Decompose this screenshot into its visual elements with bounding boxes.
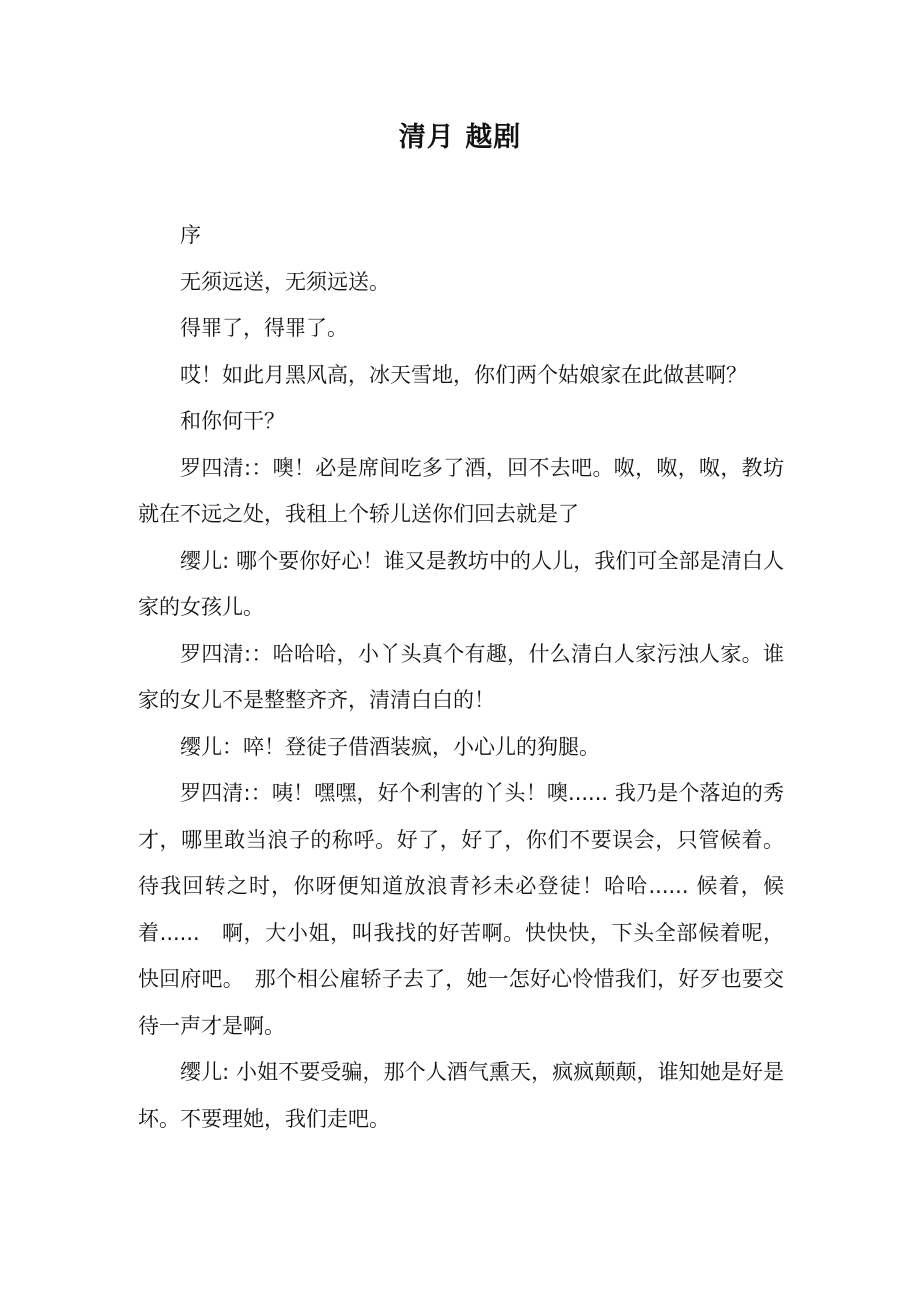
paragraph: 缨儿：啐！登徒子借酒装疯，小心儿的狗腿。	[180, 734, 600, 759]
paragraph-preface: 序	[180, 223, 201, 247]
document-title: 清月 越剧	[398, 122, 522, 153]
paragraph: 哎！如此月黑风高，冰天雪地，你们两个姑娘家在此做甚啊？	[180, 362, 747, 387]
paragraph: 得罪了，得罪了。	[180, 316, 348, 340]
paragraph: 缨儿: 哪个要你好心！谁又是教坊中的人儿，我们可全部是清白人家的女孩儿。	[138, 548, 784, 619]
paragraph: 缨儿: 小姐不要受骗，那个人酒气熏天，疯疯颠颠，谁知她是好是坏。不要理她，我们走吧。	[138, 1060, 784, 1131]
document-body	[138, 212, 784, 1142]
paragraph: 和你何干？	[180, 409, 285, 433]
paragraph: 无须远送，无须远送。	[180, 269, 390, 294]
paragraph: 罗四清:：咦！嘿嘿，好个利害的丫头！噢...... 我乃是个落迫的秀才，哪里敢当浪子的称呼。好了，好了，你们不要误会，只管候着。待我回转之时，你呀便知道放浪青衫未必登徒！哈哈...... 候着，候着...... 啊，大小姐，叫我找的好苦啊。快快快，下头全部候着呢，快回府吧。 那个相公雇轿子去了，她一怎好心怜惜我们，好歹也要交待一声才是啊。	[138, 781, 784, 1038]
paragraph: 罗四清:：哈哈哈，小丫头真个有趣，什么清白人家污浊人家。谁家的女儿不是整整齐齐，清清白白的！	[138, 641, 784, 712]
paragraph: 罗四清:：噢！必是席间吃多了酒，回不去吧。呶，呶，呶，教坊就在不远之处，我租上个轿儿送你们回去就是了	[138, 455, 784, 526]
